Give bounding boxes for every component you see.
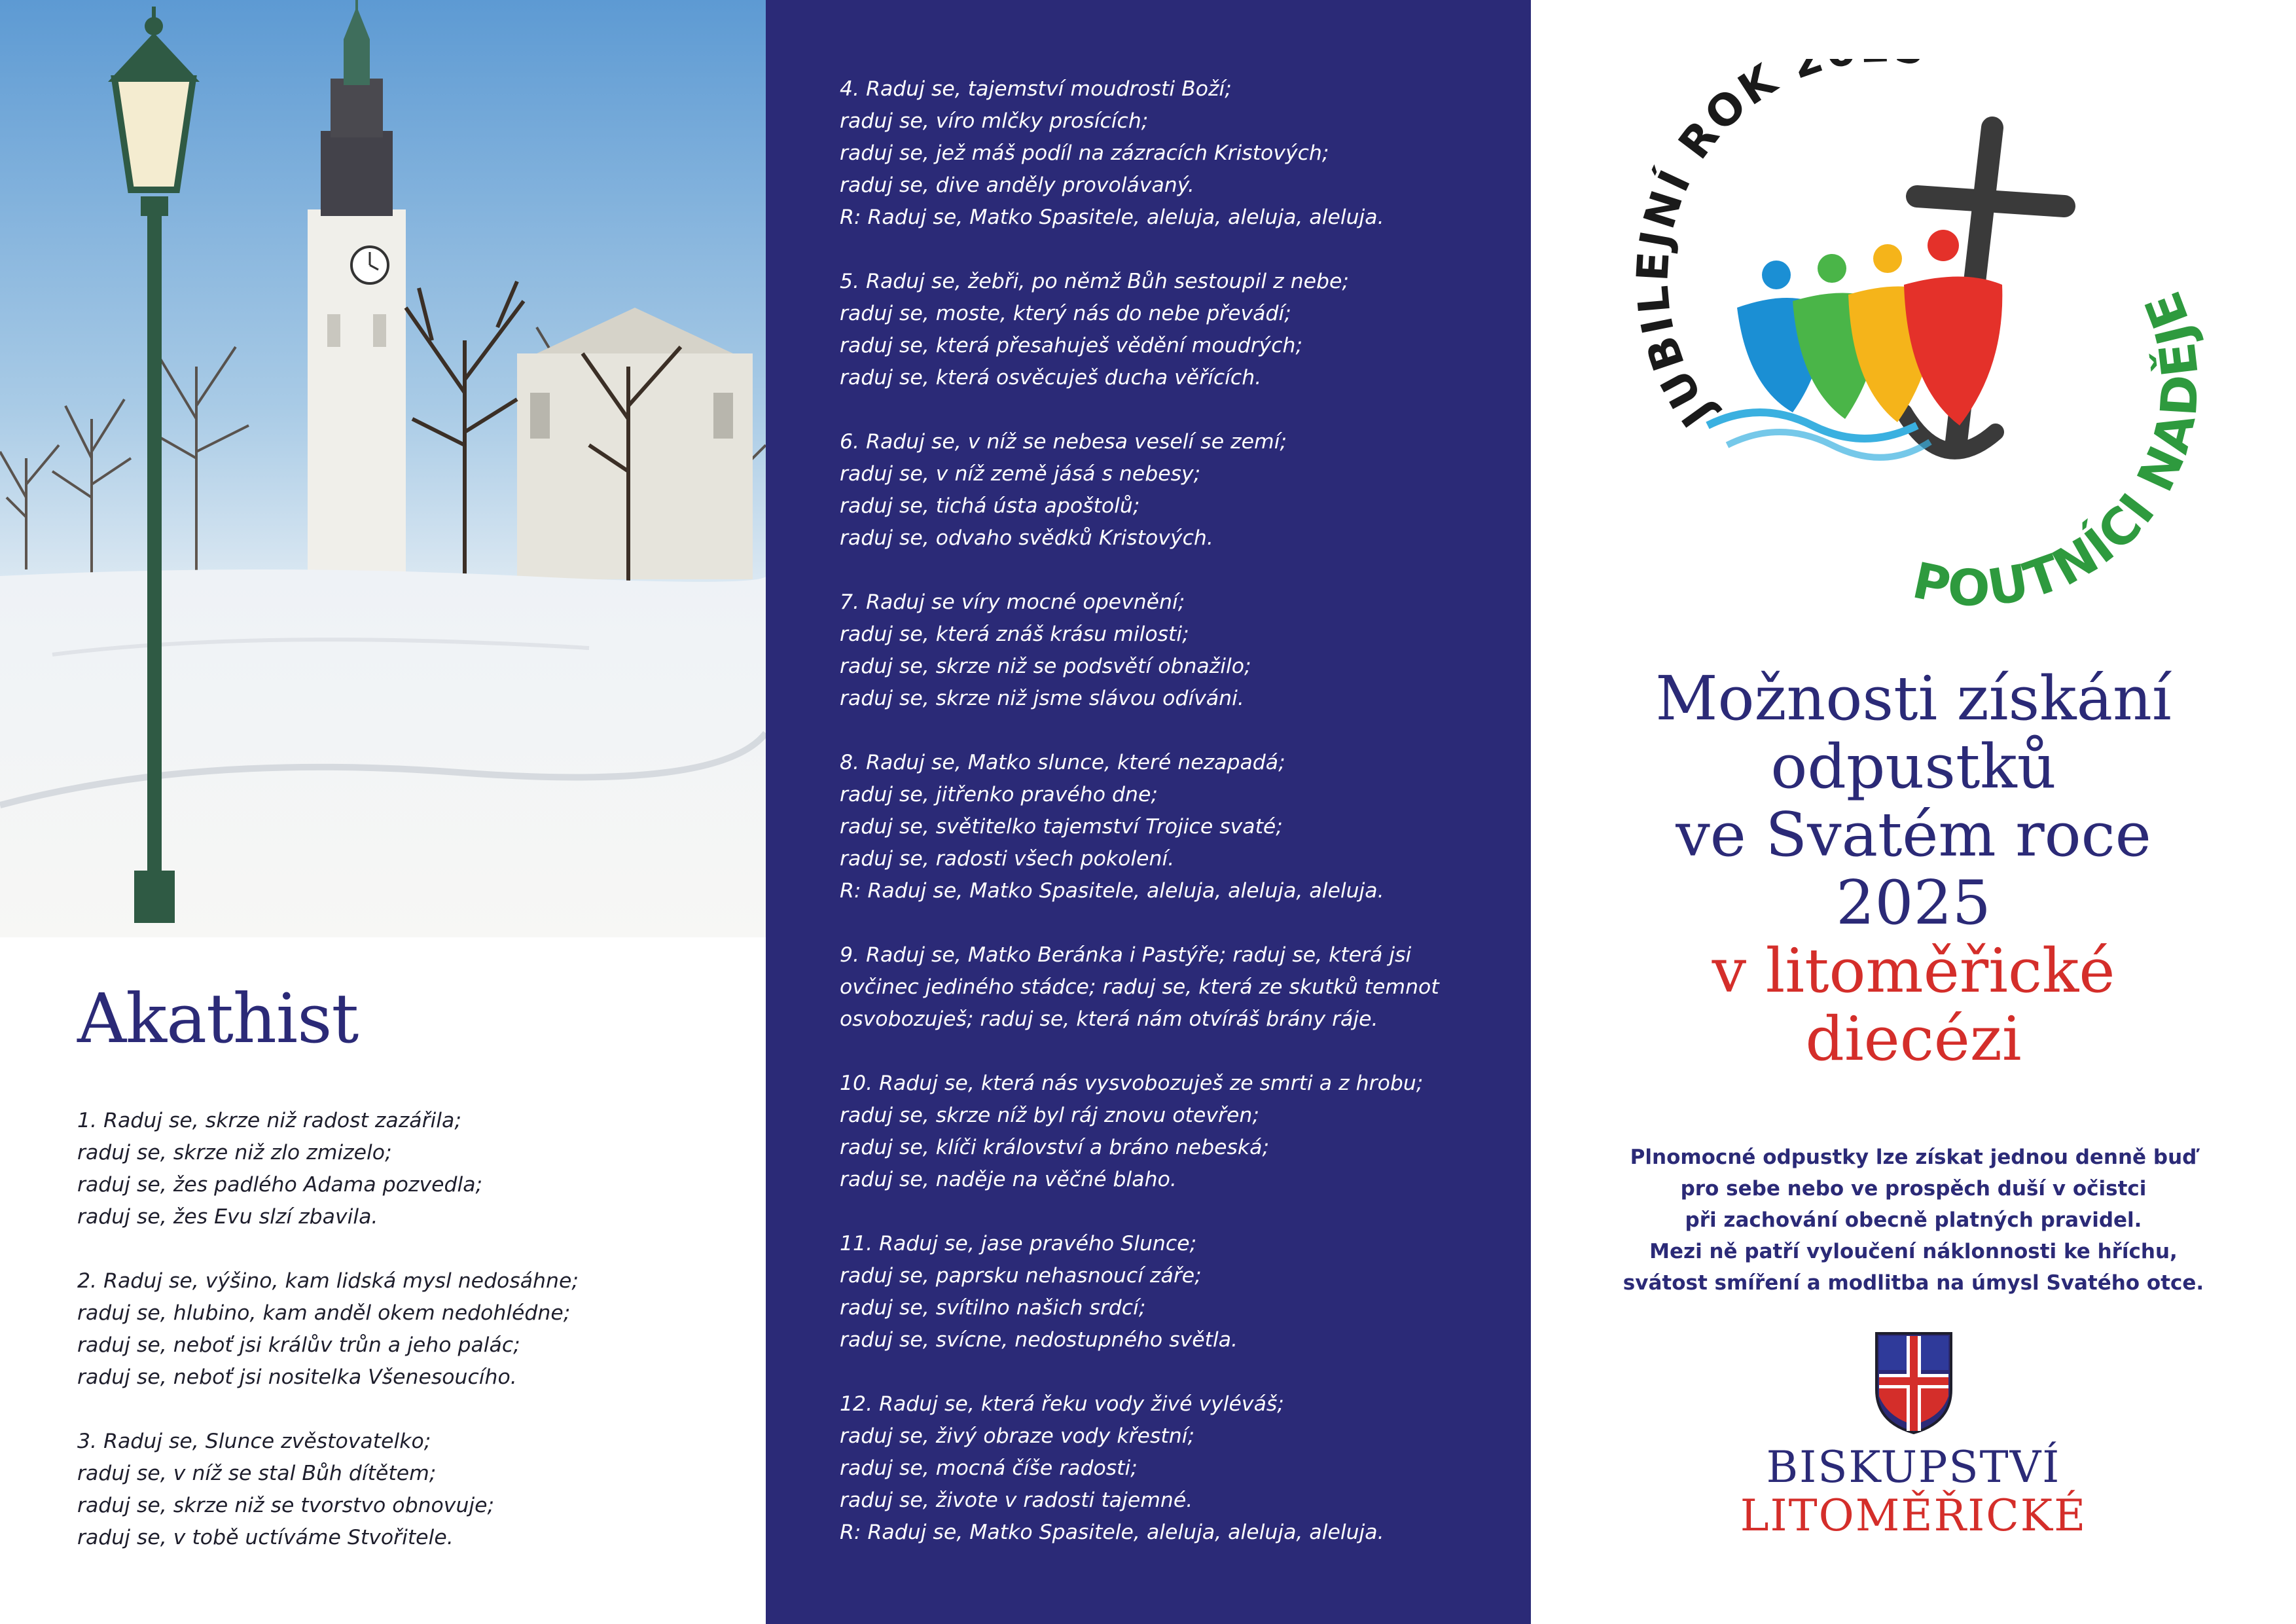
logo-bottom-text: POUTNÍCI NADĚJE (1907, 283, 2205, 618)
left-verses (77, 1105, 751, 1586)
pilgrims-icon (1737, 230, 2002, 425)
stanza-11 (840, 1228, 1514, 1356)
verse-line: raduj se, moste, který nás do nebe převádí; (840, 302, 1291, 325)
verse-line: 10. Raduj se, která nás vysvobozuješ ze smrti a z hrobu; (840, 1072, 1424, 1095)
verse-line: raduj se, odvaho svědků Kristových. (840, 526, 1213, 550)
right-panel (1531, 0, 2296, 1624)
verse-line: ovčinec jediného stádce; raduj se, která ze skutků temnot (840, 975, 1439, 999)
heading-line: 2025 (1836, 867, 1991, 938)
verse-line: raduj se, skrze niž zlo zmizelo; (77, 1141, 392, 1164)
indulgence-info (1531, 1142, 2296, 1299)
verse-line: raduj se, skrze niž jsme slávou odíváni. (840, 687, 1244, 710)
jubilee-2025-logo (1629, 59, 2205, 635)
verse-line: 5. Raduj se, žebři, po němž Bůh sestoupil z nebe; (840, 270, 1350, 293)
info-line: Mezi ně patří vyloučení náklonnosti ke hříchu, (1649, 1240, 2178, 1263)
verse-line: raduj se, svítilno našich srdcí; (840, 1296, 1146, 1320)
verse-line: raduj se, která osvěcuješ ducha věřících. (840, 366, 1262, 389)
verse-line: 12. Raduj se, která řeku vody živé vyléváš; (840, 1392, 1284, 1416)
stanza-5 (840, 266, 1514, 394)
verse-line: raduj se, radosti všech pokolení. (840, 847, 1175, 871)
verse-line: 1. Raduj se, skrze niž radost zazářila; (77, 1109, 461, 1132)
bishopric-line2: LITOMĚŘICKÉ (1740, 1490, 2087, 1541)
verse-line: 6. Raduj se, v níž se nebesa veselí se zemí; (840, 430, 1287, 454)
refrain-line: R: Raduj se, Matko Spasitele, aleluja, aleluja, aleluja. (840, 1521, 1384, 1544)
refrain-line: R: Raduj se, Matko Spasitele, aleluja, aleluja, aleluja. (840, 879, 1384, 903)
bishopric-wordmark (1531, 1443, 2296, 1540)
verse-line: raduj se, živote v radosti tajemné. (840, 1489, 1193, 1512)
stanza-8 (840, 747, 1514, 907)
verse-line: raduj se, hlubino, kam anděl okem nedohlédne; (77, 1301, 571, 1325)
heading-line: odpustků (1770, 731, 2056, 802)
verse-line: raduj se, víro mlčky prosících; (840, 109, 1149, 133)
heading-line: ve Svatém roce (1676, 799, 2151, 870)
coat-of-arms-shape (1874, 1331, 1954, 1435)
verse-line: raduj se, v níž země jásá s nebesy; (840, 462, 1201, 486)
verse-line: raduj se, v níž se stal Bůh dítětem; (77, 1462, 437, 1485)
verse-line: raduj se, světitelko tajemství Trojice svaté; (840, 815, 1283, 839)
verse-line: raduj se, tichá ústa apoštolů; (840, 494, 1140, 518)
verse-line: raduj se, skrze niž se podsvětí obnažilo; (840, 655, 1251, 678)
verse-line: raduj se, naděje na věčné blaho. (840, 1168, 1177, 1191)
verse-line: raduj se, která znáš krásu milosti; (840, 623, 1189, 646)
logo-top-text: JUBILEJNÍ ROK 2 (1629, 59, 1832, 436)
verse-line: raduj se, dive anděly provolávaný. (840, 173, 1194, 197)
bishopric-line1: BISKUPSTVÍ (1766, 1442, 2061, 1492)
stanza-1 (77, 1105, 751, 1233)
verse-line: raduj se, jež máš podíl na zázracích Kristových; (840, 141, 1329, 165)
refrain-line: R: Raduj se, Matko Spasitele, aleluja, aleluja, aleluja. (840, 206, 1384, 229)
verse-line: raduj se, mocná číše radosti; (840, 1456, 1138, 1480)
info-line: Plnomocné odpustky lze získat jednou denně buď (1630, 1146, 2197, 1169)
verse-line: raduj se, svícne, nedostupného světla. (840, 1328, 1238, 1352)
heading-line-red: v litoměřické (1712, 935, 2115, 1006)
stanza-10 (840, 1068, 1514, 1196)
stanza-7 (840, 586, 1514, 715)
akathist-title: Akathist (77, 979, 359, 1058)
verse-line: 9. Raduj se, Matko Beránka i Pastýře; raduj se, která jsi (840, 943, 1412, 967)
verse-line: 8. Raduj se, Matko slunce, které nezapadá; (840, 751, 1285, 774)
verse-line: raduj se, jitřenko pravého dne; (840, 783, 1158, 806)
stanza-9 (840, 939, 1514, 1036)
stanza-6 (840, 426, 1514, 554)
verse-line: osvobozuješ; raduj se, která nám otvíráš brány ráje. (840, 1007, 1378, 1031)
verse-line: raduj se, klíči království a bráno nebeská; (840, 1136, 1270, 1159)
verse-line: raduj se, paprsku nehasnoucí záře; (840, 1264, 1202, 1288)
cathedral-photo-illustration (0, 0, 766, 937)
verse-line: raduj se, která přesahuješ vědění moudrých; (840, 334, 1303, 357)
info-line: pro sebe nebo ve prospěch duší v očistci (1680, 1177, 2147, 1200)
cathedral-winter-photo (0, 0, 766, 937)
verse-line: raduj se, žes Evu slzí zbavila. (77, 1205, 378, 1229)
verse-line: 3. Raduj se, Slunce zvěstovatelko; (77, 1430, 431, 1453)
verse-line: raduj se, skrze niž se tvorstvo obnovuje; (77, 1494, 495, 1517)
main-heading (1531, 664, 2296, 1073)
diocese-coat-of-arms-icon (1874, 1331, 1954, 1435)
verse-line: 11. Raduj se, jase pravého Slunce; (840, 1232, 1197, 1255)
info-line: svátost smíření a modlitba na úmysl Svatého otce. (1623, 1271, 2204, 1295)
verse-line: raduj se, neboť jsi králův trůn a jeho palác; (77, 1333, 520, 1357)
stanza-3 (77, 1426, 751, 1554)
verse-line: 7. Raduj se víry mocné opevnění; (840, 590, 1185, 614)
info-line: při zachování obecně platných pravidel. (1685, 1208, 2142, 1232)
stanza-4 (840, 73, 1514, 234)
left-panel (0, 0, 766, 1624)
heading-line: Možnosti získání (1655, 663, 2172, 734)
verse-line: raduj se, živý obraze vody křestní; (840, 1424, 1195, 1448)
heading-line-red: diecézi (1805, 1003, 2022, 1074)
middle-verses (840, 73, 1514, 1581)
verse-line: raduj se, v tobě uctíváme Stvořitele. (77, 1526, 454, 1549)
stanza-2 (77, 1265, 751, 1394)
stanza-12 (840, 1388, 1514, 1549)
verse-line: raduj se, žes padlého Adama pozvedla; (77, 1173, 483, 1197)
verse-line: raduj se, neboť jsi nositelka Všenesoucího. (77, 1365, 517, 1389)
jubilee-logo-graphic (1629, 59, 2205, 635)
middle-panel (766, 0, 1531, 1624)
verse-line: raduj se, skrze níž byl ráj znovu otevřen; (840, 1104, 1259, 1127)
verse-line: 4. Raduj se, tajemství moudrosti Boží; (840, 77, 1232, 101)
verse-line: 2. Raduj se, výšino, kam lidská mysl nedosáhne; (77, 1269, 579, 1293)
